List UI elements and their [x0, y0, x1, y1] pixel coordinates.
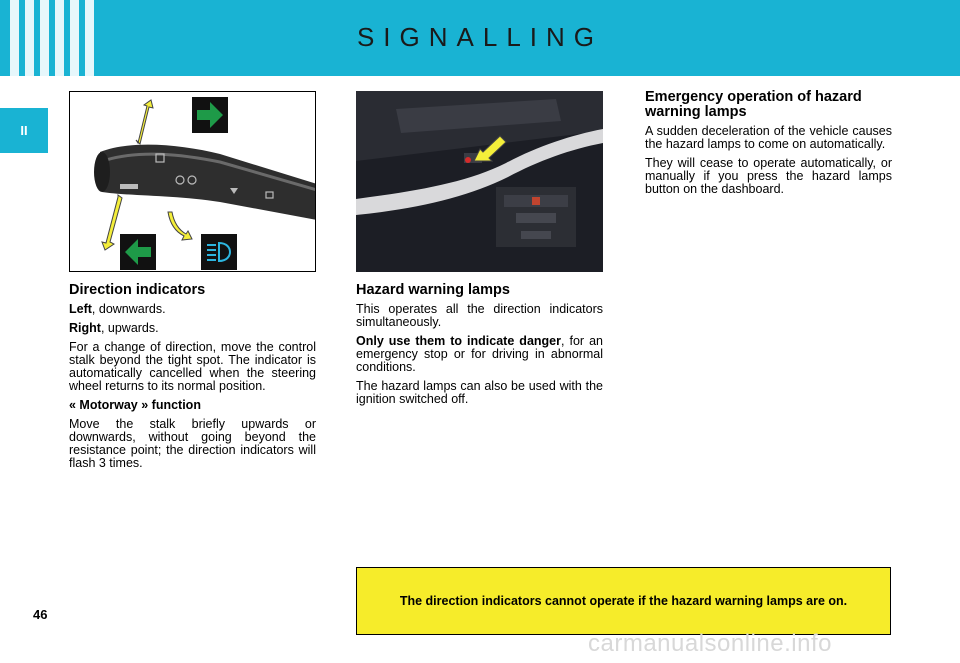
right-arrow-indicator-icon [192, 97, 228, 133]
header-bar [0, 0, 960, 76]
arrow-curve-icon [168, 212, 192, 240]
notice-box [356, 567, 891, 635]
emergency-heading: Emergency operation of hazard warning lamps [645, 89, 862, 120]
hazard-intro: This operates all the direction indicators simultaneously. [356, 302, 603, 329]
chapter-tab: II [0, 108, 48, 153]
emergency-p1: A sudden deceleration of the vehicle causes the hazard lamps to come on automatically. [645, 124, 892, 151]
right-text: , upwards. [100, 321, 159, 335]
dashboard-photo [356, 91, 603, 272]
footer-watermark: carmanualsonline.info [588, 630, 832, 657]
motorway-heading [69, 399, 316, 412]
hazard-ignition-text: The hazard lamps can also be used with the ignition switched off. [356, 379, 603, 406]
page-title: SIGNALLING [356, 22, 604, 52]
notice-text: The direction indicators cannot operate if the hazard warning lamps are on. [399, 594, 848, 608]
emergency-section [645, 90, 892, 202]
hazard-only-label: Only use them to indicate danger [356, 334, 561, 348]
stalk-illustration [69, 91, 316, 272]
change-direction-text: For a change of direction, move the control stalk beyond the tight spot. The indicator is automatically cancelled when the steering wheel returns to its normal position. [69, 340, 316, 393]
headlamp-icon [201, 234, 237, 270]
left-arrow-indicator-icon [120, 234, 156, 270]
direction-indicators-heading: Direction indicators [69, 282, 206, 298]
direction-indicators-section [69, 283, 316, 476]
hazard-only-text: , for an emergency stop or for driving in abnormal conditions. [356, 334, 603, 374]
left-label: Left [69, 302, 92, 316]
page-number: 46 [33, 607, 48, 622]
left-instruction [69, 303, 316, 316]
left-text: , downwards. [91, 302, 166, 316]
emergency-p2: They will cease to operate automatically, or manually if you press the hazard lamps button on the dashboard. [645, 156, 892, 196]
dashboard-drawing [356, 91, 603, 272]
motorway-heading-text: « Motorway » function [69, 398, 201, 412]
hazard-section [356, 283, 603, 412]
hazard-heading: Hazard warning lamps [356, 282, 510, 298]
right-label: Right [69, 321, 101, 335]
right-instruction [69, 322, 316, 335]
arrow-up-icon [136, 100, 153, 144]
motorway-text: Move the stalk briefly upwards or downwards, without going beyond the resistance point; the direction indicators will flash 3 times. [69, 417, 316, 470]
arrow-down-icon [102, 195, 122, 250]
hazard-only-use [356, 335, 603, 374]
